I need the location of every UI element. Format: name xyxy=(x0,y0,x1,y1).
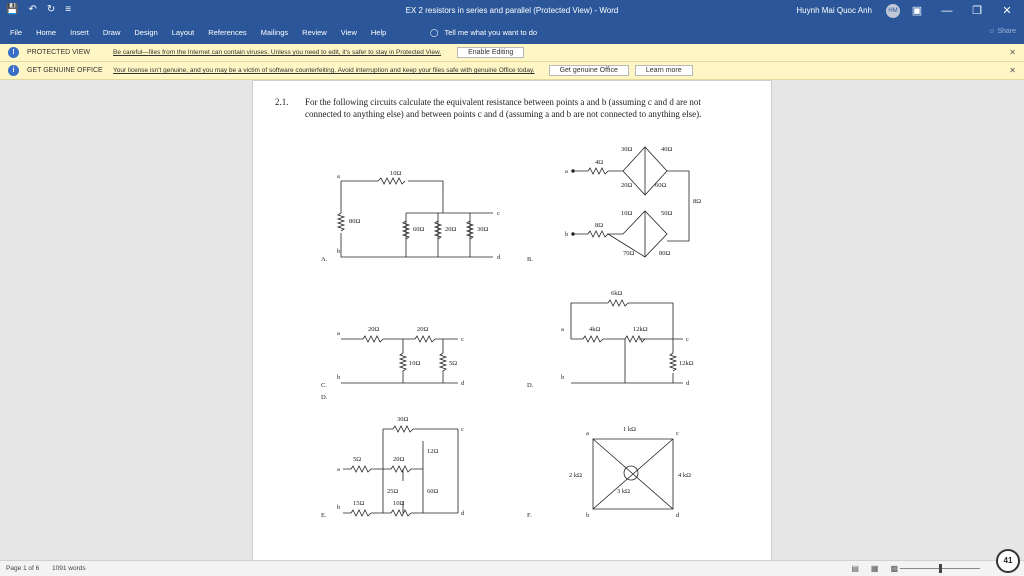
circuit-text-label: 50Ω xyxy=(661,210,673,217)
tab-insert[interactable]: Insert xyxy=(70,28,89,37)
close-icon[interactable]: ✕ xyxy=(1009,48,1016,57)
problem-text: For the following circuits calculate the equivalent resistance between points a and b (assuming c and d are not connected to anything else) and between points c and d (assuming a and b are not connected to anything else). xyxy=(305,97,702,119)
word-count[interactable]: 1091 words xyxy=(52,565,86,572)
ribbon xyxy=(0,22,1024,44)
protected-view-bar xyxy=(0,44,1024,62)
genuine-office-bar xyxy=(0,62,1024,80)
circuit-text-label: a xyxy=(337,330,340,337)
circuit-text-label: 10Ω xyxy=(409,360,421,367)
circuit-d-label: D. xyxy=(527,382,534,389)
circuit-text-label: 10Ω xyxy=(621,210,633,217)
circuit-text-label: d xyxy=(497,254,501,261)
get-genuine-office-button[interactable]: Get genuine Office xyxy=(549,65,629,76)
circuit-text-label: 30Ω xyxy=(397,416,409,423)
tab-mailings[interactable]: Mailings xyxy=(260,28,289,37)
circuit-text-label: c xyxy=(676,430,679,437)
circuit-text-label: c xyxy=(461,426,464,433)
circuit-diagrams xyxy=(253,81,773,560)
circuit-text-label: 60Ω xyxy=(655,182,667,189)
circuit-text-label: 20Ω xyxy=(621,182,633,189)
document-page[interactable] xyxy=(252,80,772,560)
tell-me-box[interactable] xyxy=(430,28,537,37)
circuit-text-label: a xyxy=(337,466,340,473)
read-mode-icon[interactable]: ▤ xyxy=(851,564,859,573)
circuit-text-label: a xyxy=(586,430,589,437)
avatar[interactable]: HM xyxy=(886,4,900,18)
info-icon: i xyxy=(8,65,19,76)
circuit-text-label: 4kΩ xyxy=(589,326,601,333)
tab-references[interactable]: References xyxy=(208,28,247,37)
notification-badge[interactable]: 41 xyxy=(996,549,1020,573)
customize-icon[interactable]: ≡ xyxy=(65,4,72,15)
circuit-text-label: 40Ω xyxy=(661,146,673,153)
circuit-text-label: 8Ω xyxy=(595,222,604,229)
circuit-a-label: A. xyxy=(321,256,328,263)
protected-view-message[interactable]: Be careful—files from the Internet can contain viruses. Unless you need to edit, it's safer to stay in Protected View. xyxy=(113,49,442,56)
circuit-text-label: 10Ω xyxy=(393,500,405,507)
page-count[interactable]: Page 1 of 6 xyxy=(6,565,40,572)
protected-view-label: PROTECTED VIEW xyxy=(27,49,91,56)
circuit-text-label: a xyxy=(565,168,568,175)
circuit-text-label: d xyxy=(676,512,680,519)
circuit-text-label: 30Ω xyxy=(621,146,633,153)
learn-more-button[interactable]: Learn more xyxy=(635,65,693,76)
minimize-icon[interactable]: — xyxy=(941,5,953,17)
tab-home[interactable]: Home xyxy=(36,28,57,37)
print-layout-icon[interactable]: ▦ xyxy=(870,564,879,573)
circuit-text-label: d xyxy=(461,510,465,517)
circuit-text-label: 4 kΩ xyxy=(678,472,691,479)
circuit-text-label: 2 kΩ xyxy=(569,472,582,479)
circuit-text-label: 12kΩ xyxy=(679,360,694,367)
circuit-text-label: 15Ω xyxy=(353,500,365,507)
circuit-text-label: 5Ω xyxy=(449,360,458,367)
ribbon-tabs xyxy=(10,28,400,37)
tab-file[interactable]: File xyxy=(10,28,23,37)
circuit-text-label: 60Ω xyxy=(427,488,439,495)
circuit-text-label: 3 kΩ xyxy=(617,488,630,495)
circuit-text-label: 1 kΩ xyxy=(623,426,636,433)
tab-view[interactable]: View xyxy=(340,28,357,37)
circuit-text-label: 20Ω xyxy=(445,226,457,233)
close-icon[interactable]: ✕ xyxy=(1002,5,1012,17)
circuit-text-label: d xyxy=(461,380,465,387)
genuine-office-label: GET GENUINE OFFICE xyxy=(27,67,103,74)
circuit-text-label: 60Ω xyxy=(413,226,425,233)
extra-label: D. xyxy=(321,394,328,401)
circuit-text-label: 80Ω xyxy=(659,250,671,257)
circuit-text-label: a xyxy=(561,326,564,333)
lightbulb-icon: ◯ xyxy=(430,28,439,37)
web-layout-icon[interactable]: ▩ xyxy=(890,564,898,573)
circuit-c-label: C. xyxy=(321,382,327,389)
circuit-text-label: 20Ω xyxy=(417,326,429,333)
restore-icon[interactable]: ❐ xyxy=(972,5,982,17)
share-button[interactable] xyxy=(988,28,1016,35)
tab-draw[interactable]: Draw xyxy=(102,28,121,37)
circuit-text-label: 5Ω xyxy=(353,456,362,463)
circuit-text-label: 20Ω xyxy=(393,456,405,463)
circuit-b-label: B. xyxy=(527,256,533,263)
circuit-text-label: c xyxy=(686,336,689,343)
circuit-text-label: 80Ω xyxy=(349,218,361,225)
circuit-text-label: 12Ω xyxy=(427,448,439,455)
tab-layout[interactable]: Layout xyxy=(171,28,195,37)
circuit-text-label: c xyxy=(497,210,500,217)
circuit-text-label: 20Ω xyxy=(368,326,380,333)
save-icon[interactable]: 💾 xyxy=(6,4,19,15)
circuit-text-label: a xyxy=(337,173,340,180)
circuit-text-label: b xyxy=(586,512,590,519)
document-area[interactable] xyxy=(0,80,1024,560)
user-name[interactable]: Huynh Mai Quoc Anh xyxy=(796,6,872,15)
view-buttons xyxy=(851,564,898,573)
circuit-text-label: b xyxy=(561,374,565,381)
tab-review[interactable]: Review xyxy=(302,28,327,37)
tell-me-text: Tell me what you want to do xyxy=(444,28,538,37)
circuit-text-label: b xyxy=(337,248,341,255)
circuit-text-label: 70Ω xyxy=(623,250,635,257)
close-icon[interactable]: ✕ xyxy=(1009,66,1016,75)
circuit-e-label: E. xyxy=(321,512,327,519)
circuit-text-label: 10Ω xyxy=(390,170,402,177)
shield-icon: ! xyxy=(8,47,19,58)
circuit-text-label: 25Ω xyxy=(387,488,399,495)
share-label: Share xyxy=(997,28,1016,35)
circuit-text-label: 12kΩ xyxy=(633,326,648,333)
circuit-text-label: 8Ω xyxy=(693,198,702,205)
genuine-office-message[interactable]: Your license isn't genuine, and you may be a victim of software counterfeiting. Avoid interruption and keep your files safe with genuine Office today. xyxy=(113,67,535,74)
undo-icon[interactable]: ↶ xyxy=(28,4,37,15)
zoom-slider-thumb[interactable] xyxy=(939,564,942,573)
circuit-text-label: 30Ω xyxy=(477,226,489,233)
tab-design[interactable]: Design xyxy=(134,28,158,37)
circuit-text-label: b xyxy=(565,231,569,238)
redo-icon[interactable]: ↻ xyxy=(46,4,56,15)
person-icon: ☺ xyxy=(988,28,996,35)
circuit-text-label: 4Ω xyxy=(595,159,604,166)
enable-editing-button[interactable]: Enable Editing xyxy=(457,47,524,58)
circuit-text-label: 6kΩ xyxy=(611,290,623,297)
tab-help[interactable]: Help xyxy=(370,28,387,37)
window-title: EX 2 resistors in series and parallel (Protected View) - Word xyxy=(405,6,619,15)
problem-number: 2.1. xyxy=(275,97,289,107)
circuit-text-label: b xyxy=(337,374,341,381)
circuit-text-label: c xyxy=(461,336,464,343)
ribbon-display-icon[interactable]: ▣ xyxy=(911,5,923,17)
title-bar xyxy=(0,0,1024,22)
circuit-f-label: F. xyxy=(527,512,532,519)
status-bar xyxy=(0,560,1024,576)
circuit-text-label: d xyxy=(686,380,690,387)
circuit-text-label: b xyxy=(337,504,341,511)
